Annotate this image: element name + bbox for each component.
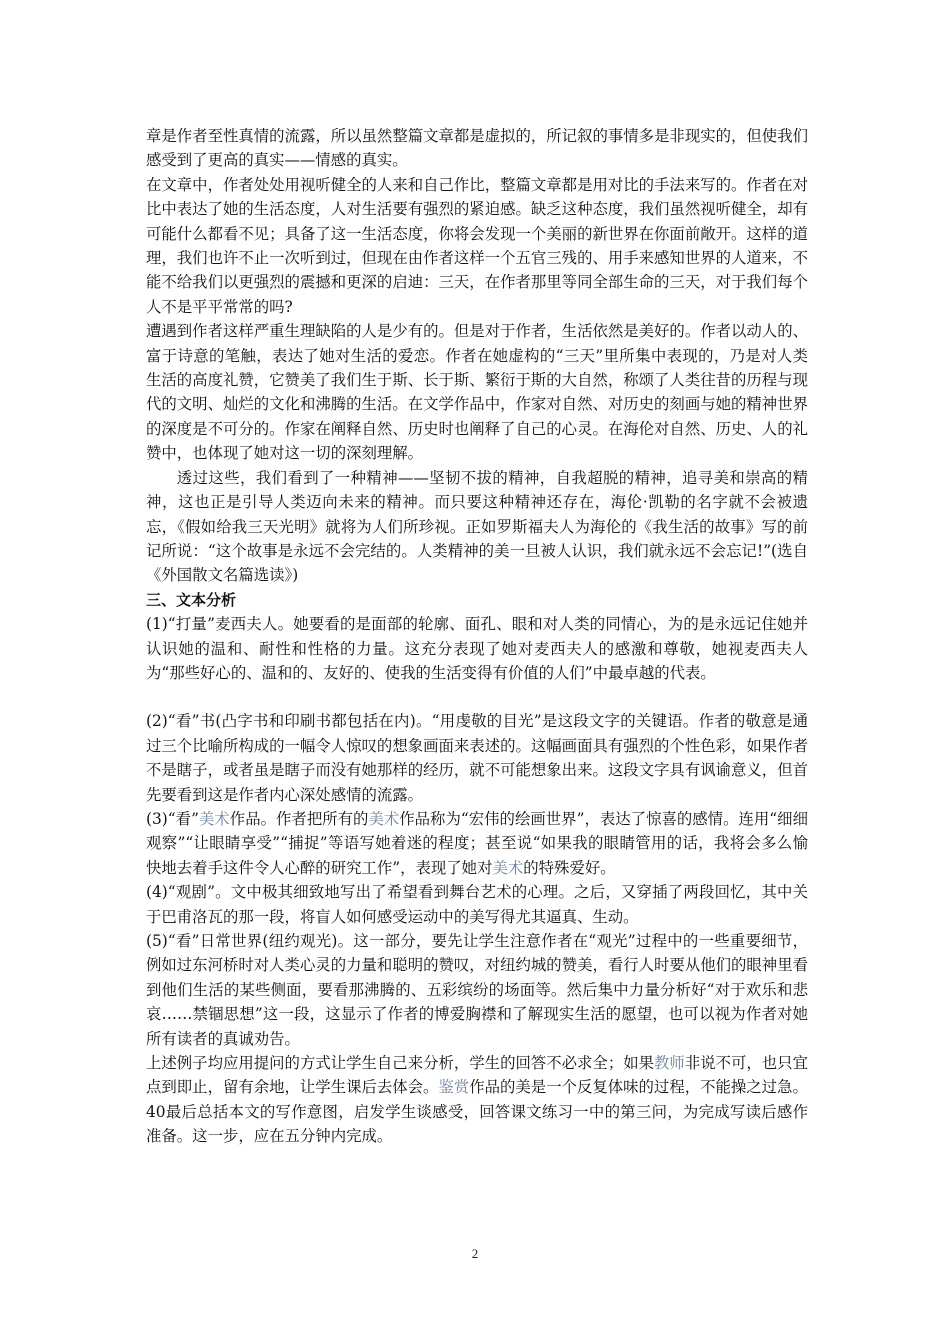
analysis-item-5: (5)“看”日常世界(纽约观光)。这一部分，要先让学生注意作者在“观光”过程中的一些重要细节，例如过东河桥时对人类心灵的力量和聪明的赞叹，对纽约城的赞美，看行人时要从他们的眼神里看到他们生活的某些侧面，要看那沸腾的、五彩缤纷的场面等。然后集中力量分析好“对于欢乐和悲哀……禁锢思想”这一段，这显示了作者的博爱胸襟和了解现实生活的愿望，也可以视为作者对她所有读者的真诚劝告。 [146,932,808,1048]
paragraph-final-step: 40最后总括本文的写作意图，启发学生谈感受，回答课文练习一中的第三问，为完成写读后感作准备。这一步，应在五分钟内完成。 [146,1102,808,1146]
paragraph-contrast: 在文章中，作者处处用视听健全的人来和自己作比，整篇文章都是用对比的手法来写的。作者在对比中表达了她的生活态度，人对生活要有强烈的紧迫感。缺乏这种态度，我们虽然视听健全，却有可能什么都看不见；具备了这一生活态度，你将会发现一个美丽的新世界在你面前敞开。这样的道理，我们也许不止一次听到过，但现在由作者这样一个五官三残的、用手来感知世界的人道来，不能不给我们以更强烈的震撼和更深的启迪：三天，在作者那里等同全部生命的三天，对于我们每个人不是平平常常的吗? [146,175,808,316]
paragraph-spirit: 透过这些，我们看到了一种精神——坚韧不拔的精神，自我超脱的精神，追寻美和崇高的精神，这也正是引导人类迈向未来的精神。而只要这种精神还存在，海伦·凯勒的名字就不会被遗忘，《假如给我三天光明》就将为人们所珍视。正如罗斯福夫人为海伦的《我生活的故事》写的前记所说：“这个故事是永远不会完结的。人类精神的美一旦被人认识，我们就永远不会忘记!”(选自《外国散文名篇选读》) [146,468,808,585]
document-body [146,124,808,1149]
section-heading: 三、文本分析 [146,590,237,609]
analysis-item-1: (1)“打量”麦西夫人。她要看的是面部的轮廓、面孔、眼和对人类的同情心，为的是永远记住她并认识她的温和、耐性和性格的力量。这充分表现了她对麦西夫人的感激和尊敬，她视麦西夫人为“那些好心的、温和的、友好的、使我的生活变得有价值的人们”中最卓越的代表。 [146,615,808,682]
blank-line [146,685,808,709]
summary-text: 上述例子均应用提问的方式让学生自己来分析，学生的回答不必求全；如果 [146,1054,655,1073]
keyword-link-appreciation[interactable]: 鉴赏 [438,1078,470,1097]
keyword-link-teacher[interactable]: 教师 [654,1054,685,1073]
analysis-item-3-text: 作品称为“宏伟的绘画世界”，表达了惊喜的感情。连用“细细观察”“让眼睛享受”“捕捉”等语写她着迷的程度；甚至说“如果我的眼睛管用的话，我将会多么愉快地去着手这件令人心醉的研究工作”，表现了她对 [146,809,808,877]
analysis-item-2: (2)“看”书(凸字书和印刷书都包括在内)。“用虔敬的目光”是这段文字的关键语。作者的敬意是通过三个比喻所构成的一幅令人惊叹的想象画面来表述的。这幅画面具有强烈的个性色彩，如果作者不是瞎子，或者虽是瞎子而没有她那样的经历，就不可能想象出来。这段文字具有讽谕意义，但首先要看到这是作者内心深处感情的流露。 [146,712,808,804]
summary-text: 非说不可，也只宜点到即止，留有余地，让学生课后去体会。 [146,1054,808,1097]
keyword-link-art[interactable]: 美术 [198,809,230,828]
analysis-item-3-text: 作品。作者把所有的 [229,809,369,828]
summary-text: 作品的美是一个反复体味的过程，不能操之过急。 [469,1078,808,1097]
paragraph-summary [146,1051,808,1100]
analysis-item-4: (4)“观剧”。文中极其细致地写出了希望看到舞台艺术的心理。之后，又穿插了两段回忆，其中关于巴甫洛瓦的那一段，将盲人如何感受运动中的美写得尤其逼真、生动。 [146,883,808,926]
analysis-item-3 [146,807,808,880]
keyword-link-art[interactable]: 美术 [492,858,524,877]
page-number: 2 [471,1246,479,1261]
keyword-link-art[interactable]: 美术 [368,809,400,828]
paragraph-emotion-truth: 章是作者至性真情的流露，所以虽然整篇文章都是虚拟的，所记叙的事情多是非现实的，但使我们感受到了更高的真实——情感的真实。 [146,127,808,170]
analysis-item-3-text: 的特殊爱好。 [523,858,616,877]
analysis-item-3-text: (3)“看” [146,809,199,828]
paragraph-life-praise: 遭遇到作者这样严重生理缺陷的人是少有的。但是对于作者，生活依然是美好的。作者以动人的、富于诗意的笔触，表达了她对生活的爱恋。作者在她虚构的“三天”里所集中表现的，乃是对人类生活的高度礼赞，它赞美了我们生于斯、长于斯、繁衍于斯的大自然，称颂了人类往昔的历程与现代的文明、灿烂的文化和沸腾的生活。在文学作品中，作家对自然、对历史的刻画与她的精神世界的深度是不可分的。作家在阐释自然、历史时也阐释了自己的心灵。在海伦对自然、历史、人的礼赞中，也体现了她对这一切的深刻理解。 [146,322,808,463]
